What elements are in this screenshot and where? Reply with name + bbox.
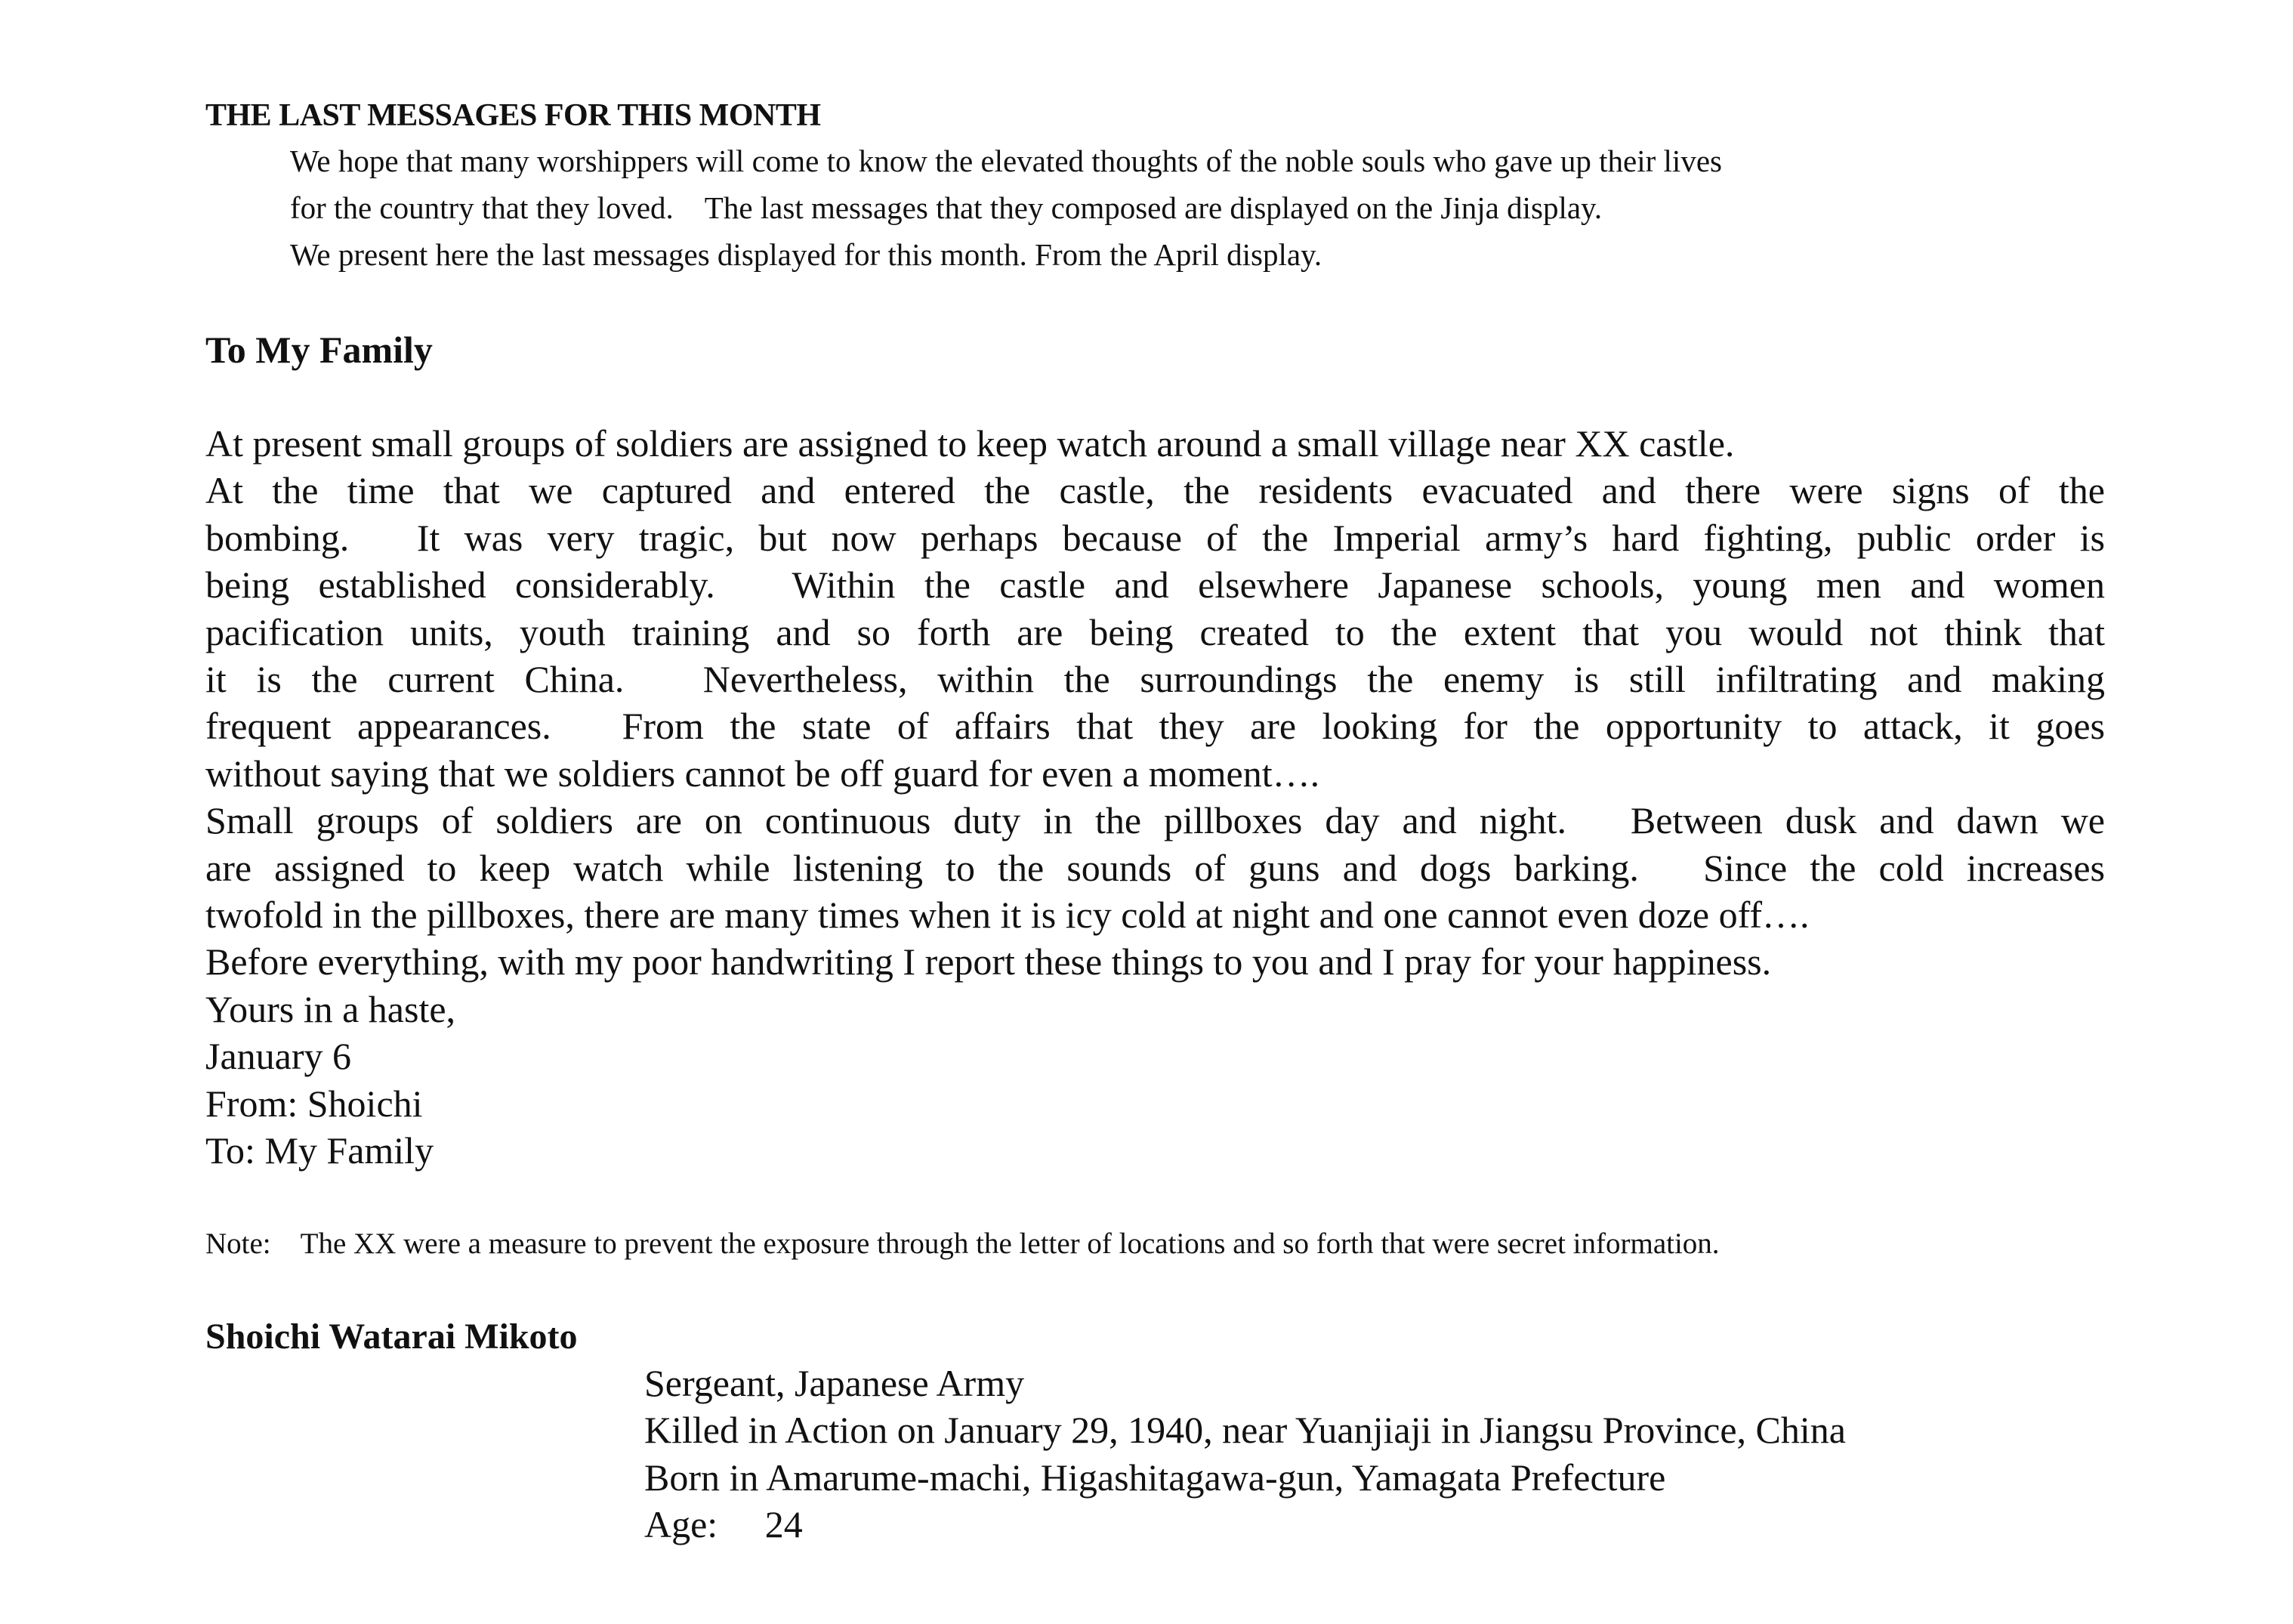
letter-line: it is the current China. Nevertheless, within the surroundings the enemy is still infiltrating and making [205,658,2105,701]
bio-death: Killed in Action on January 29, 1940, near Yuanjiaji in Jiangsu Province, China [644,1409,1846,1452]
letter-line: are assigned to keep watch while listening to the sounds of guns and dogs barking. Since the cold increases [205,846,2105,889]
letter-to: To: My Family [205,1129,434,1172]
letter-line: pacification units, youth training and so forth are being created to the extent that you would not think that [205,610,2105,653]
intro-line: We present here the last messages displayed for this month. From the April display. [290,237,1322,272]
letter-line: without saying that we soldiers cannot be off guard for even a moment…. [205,752,1320,795]
bio-rank: Sergeant, Japanese Army [644,1362,1025,1404]
intro-line: We hope that many worshippers will come to know the elevated thoughts of the noble souls who gave up their lives [290,144,1722,178]
letter-date: January 6 [205,1035,351,1078]
letter-from: From: Shoichi [205,1082,423,1125]
letter-line: At present small groups of soldiers are assigned to keep watch around a small village near XX castle. [205,422,1735,465]
footnote: Note: The XX were a measure to prevent the exposure through the letter of locations and so forth that were secret information. [205,1227,1720,1260]
letter-line: At the time that we captured and entered the castle, the residents evacuated and there were signs of the [205,469,2105,512]
letter-line: frequent appearances. From the state of affairs that they are looking for the opportunity to attack, it goes [205,705,2105,748]
bio-age: Age: 24 [644,1503,803,1546]
soldier-name: Shoichi Watarai Mikoto [205,1317,578,1357]
intro-line: for the country that they loved. The last messages that they composed are displayed on the Jinja display. [290,190,1603,225]
letter-line: being established considerably. Within the castle and elsewhere Japanese schools, young men and women [205,563,2105,607]
letter-title: To My Family [205,329,433,371]
letter-line: bombing. It was very tragic, but now perhaps because of the Imperial army’s hard fighting, public order is [205,516,2105,559]
letter-closing: Yours in a haste, [205,987,456,1030]
letter-line: Small groups of soldiers are on continuous duty in the pillboxes day and night. Between dusk and dawn we [205,799,2105,842]
letter-line: Before everything, with my poor handwriting I report these things to you and I pray for your happiness. [205,940,1772,983]
letter-body [205,420,2105,1175]
bio-birthplace: Born in Amarume-machi, Higashitagawa-gun, Yamagata Prefecture [644,1456,1666,1499]
soldier-bio [644,1360,1846,1548]
section-heading: THE LAST MESSAGES FOR THIS MONTH [205,98,821,133]
intro-paragraph [290,137,2178,278]
letter-line: twofold in the pillboxes, there are many times when it is icy cold at night and one cannot even doze off…. [205,894,1810,937]
